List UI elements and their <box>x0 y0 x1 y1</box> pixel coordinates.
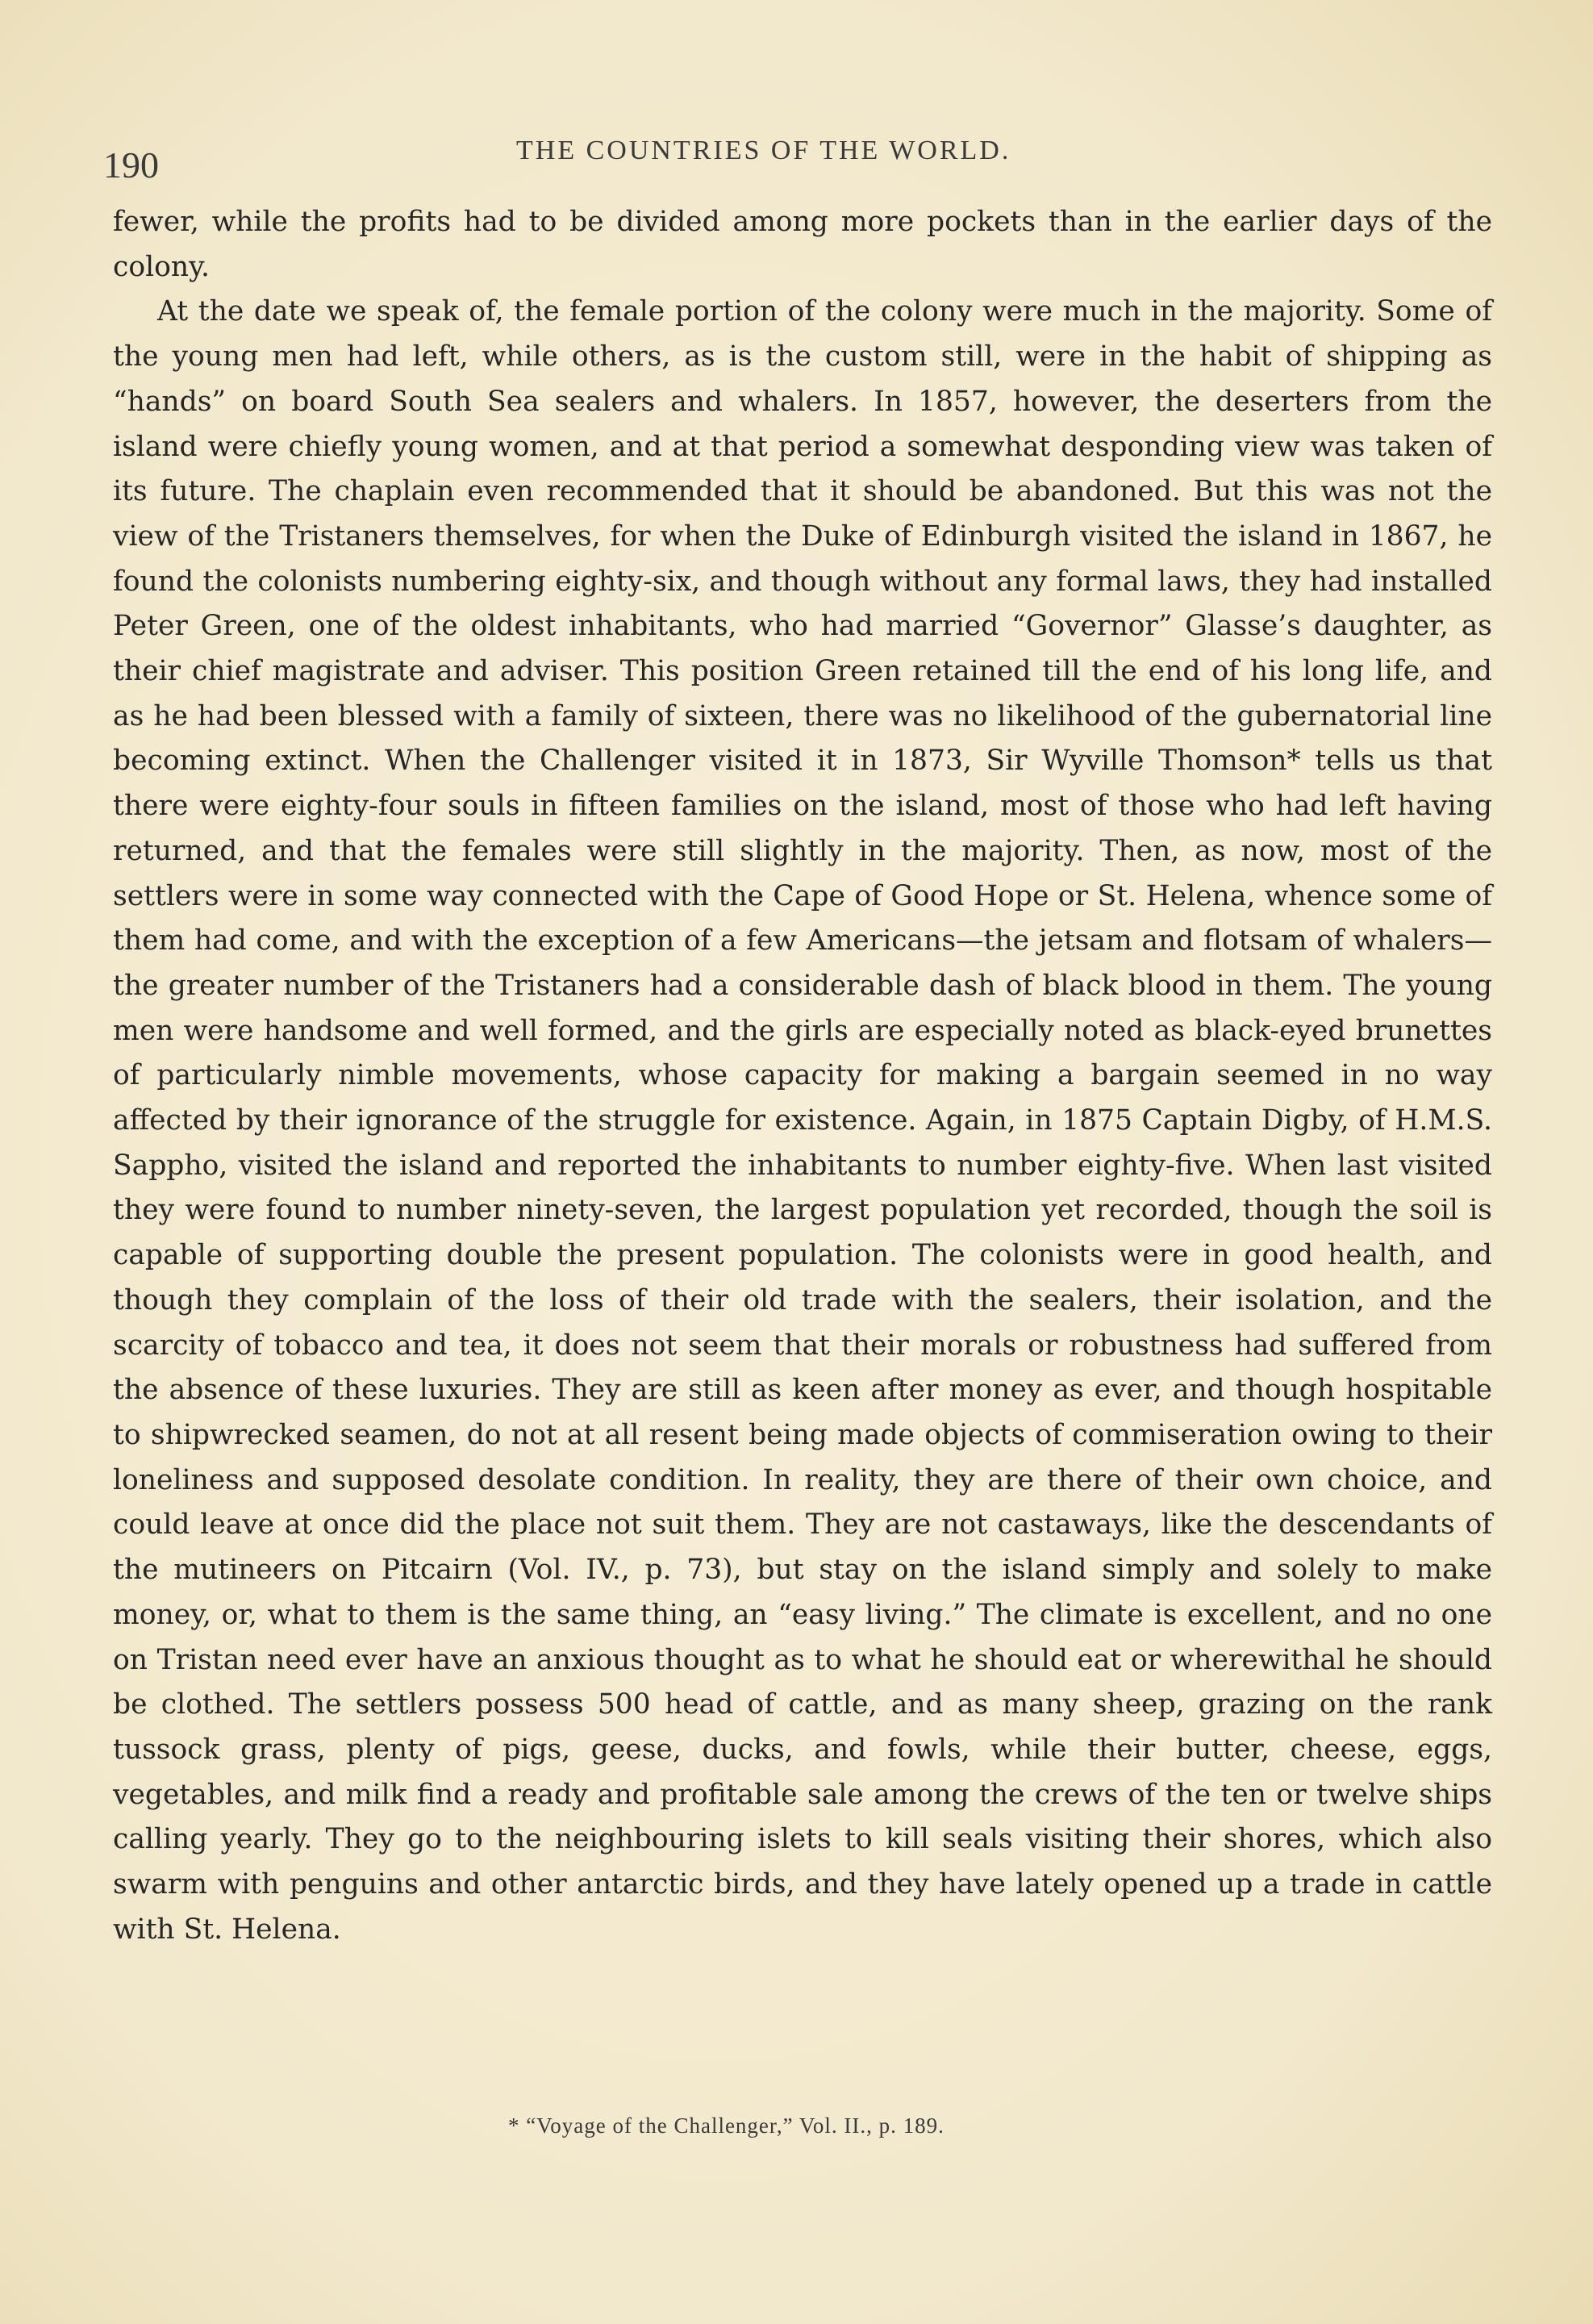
body-text <box>113 200 1492 1952</box>
page-number: 190 <box>103 144 159 186</box>
paragraph-tristaners: At the date we speak of, the female portion of the colony were much in the majority. Some of the young men had left, while others, as is the custom still, were in the habit of shipping as “hands” on board South Sea sealers and whalers. In 1857, however, the deserters from the island were chiefly young women, and at that period a somewhat desponding view was taken of its future. The chaplain even recommended that it should be abandoned. But this was not the view of the Tristaners themselves, for when the Duke of Edinburgh visited the island in 1867, he found the colonists numbering eighty-six, and though without any formal laws, they had installed Peter Green, one of the oldest inhabitants, who had married “Governor” Glasse’s daughter, as their chief magistrate and adviser. This position Green retained till the end of his long life, and as he had been blessed with a family of sixteen, there was no likelihood of the gubernatorial line becoming extinct. When the Challenger visited it in 1873, Sir Wyville Thomson* tells us that there were eighty-four souls in fifteen families on the island, most of those who had left having returned, and that the females were still slightly in the majority. Then, as now, most of the settlers were in some way connected with the Cape of Good Hope or St. Helena, whence some of them had come, and with the exception of a few Americans—the jetsam and flotsam of whalers—the greater number of the Tristaners had a considerable dash of black blood in them. The young men were handsome and well formed, and the girls are especially noted as black-eyed brunettes of particularly nimble movements, whose capacity for making a bargain seemed in no way affected by their ignorance of the struggle for existence. Again, in 1875 Captain Digby, of H.M.S. Sappho, visited the island and reported the inhabitants to number eighty-five. When last visited they were found to number ninety-seven, the largest population yet recorded, though the soil is capable of supporting double the present population. The colonists were in good health, and though they complain of the loss of their old trade with the sealers, their isolation, and the scarcity of tobacco and tea, it does not seem that their morals or robustness had suffered from the absence of these luxuries. They are still as keen after money as ever, and though hospitable to shipwrecked seamen, do not at all resent being made objects of commiseration owing to their loneliness and supposed desolate condition. In reality, they are there of their own choice, and could leave at once did the place not suit them. They are not castaways, like the descendants of the mutineers on Pitcairn (Vol. IV., p. 73), but stay on the island simply and solely to make money, or, what to them is the same thing, an “easy living.” The climate is excellent, and no one on Tristan need ever have an anxious thought as to what he should eat or wherewithal he should be clothed. The settlers possess 500 head of cattle, and as many sheep, grazing on the rank tussock grass, plenty of pigs, geese, ducks, and fowls, while their butter, cheese, eggs, vegetables, and milk find a ready and profitable sale among the crews of the ten or twelve ships calling yearly. They go to the neighbouring islets to kill seals visiting their shores, which also swarm with penguins and other antarctic birds, and they have lately opened up a trade in cattle with St. Helena. <box>113 295 1492 1946</box>
paragraph-continued: fewer, while the profits had to be divided among more pockets than in the earlier days of the colony. <box>113 206 1492 283</box>
running-title: THE COUNTRIES OF THE WORLD. <box>516 136 1011 165</box>
footnote: * “Voyage of the Challenger,” Vol. II., p. 189. <box>508 2113 945 2138</box>
